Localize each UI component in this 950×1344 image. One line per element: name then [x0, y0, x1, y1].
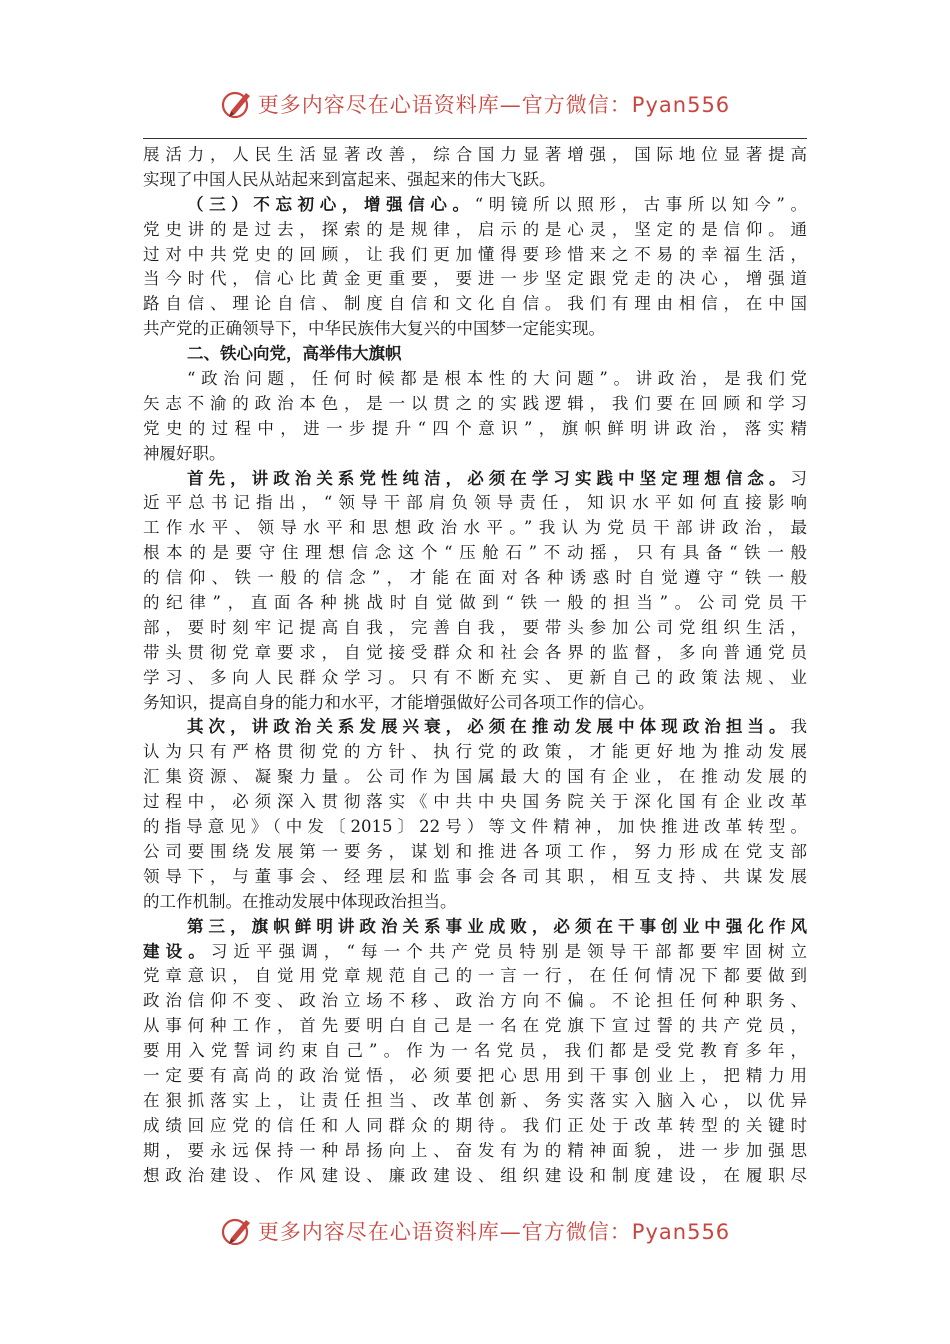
text-line — [143, 1089, 807, 1114]
text-line — [143, 541, 807, 566]
bold-text-run: 第三，旗帜鲜明讲政治关系事业成败，必须在干事创业中强化作风 — [187, 916, 807, 936]
text-run: 部，要时刻牢记提高自我，完善自我，要带头参加公司党组织生活， — [143, 617, 807, 637]
text-line — [143, 964, 807, 989]
text-run: 政治信仰不变、政治立场不移、政治方向不偏。不论担任何种职务、 — [143, 991, 807, 1011]
text-run: 党章意识，自觉用党章规范自己的一言一行，在任何情况下都要做到 — [143, 966, 807, 986]
text-line — [143, 1114, 807, 1139]
text-line — [143, 566, 807, 591]
text-line — [143, 616, 807, 641]
text-run: 在狠抓落实上，让责任担当、改革创新、务实落实入脑入心，以优异 — [143, 1090, 807, 1110]
text-run: “政治问题，任何时候都是根本性的大问题”。讲政治，是我们党 — [187, 369, 807, 389]
text-run: 神履好职。 — [143, 443, 226, 463]
text-run: 路自信、理论自信、制度自信和文化自信。我们有理由相信，在中国 — [143, 294, 807, 314]
text-run: 领导下，与董事会、经理层和监事会各司其职，相互支持、共谋发展 — [143, 866, 807, 886]
text-run: 想政治建设、作风建设、廉政建设、组织建设和制度建设，在履职尽 — [143, 1165, 807, 1185]
footer-banner-text: 更多内容尽在心语资料库—官方微信：Pyan556 — [257, 1220, 731, 1244]
text-run: 的纪律”，直面各种挑战时自觉做到“铁一般的担当”。公司党员干 — [143, 593, 807, 613]
text-line — [143, 417, 807, 442]
text-run: 习 — [790, 468, 807, 488]
text-line — [143, 865, 807, 890]
text-line — [143, 765, 807, 790]
bold-text-run: 二、铁心向党，高举伟大旗帜 — [187, 344, 402, 364]
text-run: 一定要有高尚的政治觉悟，必须要把心思用到干事创业上，把精力用 — [143, 1065, 807, 1085]
text-run: 务知识，提高自身的能力和水平，才能增强做好公司各项工作的信心。 — [143, 692, 655, 712]
text-run: 从事何种工作，首先要明白自己是一名在党旗下宣过誓的共产党员， — [143, 1016, 807, 1036]
text-line — [143, 740, 807, 765]
text-line — [143, 989, 807, 1014]
text-line — [143, 143, 807, 168]
pen-logo-icon — [220, 87, 254, 121]
pen-logo-icon — [220, 1214, 254, 1248]
text-line — [143, 840, 807, 865]
text-line — [143, 168, 807, 193]
text-line — [143, 666, 807, 691]
section-heading — [143, 342, 807, 367]
document-body — [143, 143, 807, 1188]
text-line — [143, 218, 807, 243]
text-run: 期，要永远保持一种昂扬向上、奋发有为的精神面貌，进一步加强思 — [143, 1140, 807, 1160]
text-line — [143, 940, 807, 965]
bold-text-run: （三）不忘初心，增强信心。 — [187, 194, 475, 214]
text-run: 的工作机制。在推动发展中体现政治担当。 — [143, 891, 457, 911]
text-run: 过程中，必须深入贯彻落实《中共中央国务院关于深化国有企业改革 — [143, 792, 807, 812]
text-run: 根本的是要守住理想信念这个“压舱石”不动摇，只有具备“铁一般 — [143, 543, 807, 563]
text-run: 党史讲的是过去，探索的是规律，启示的是心灵，坚定的是信仰。通 — [143, 219, 807, 239]
footer-banner — [0, 1211, 950, 1251]
text-line — [143, 691, 807, 716]
text-run: 的指导意见》（中发〔2015〕22号）等文件精神，加快推进改革转型。 — [143, 817, 807, 837]
text-run: 当今时代，信心比黄金更重要，要进一步坚定跟党走的决心，增强道 — [143, 269, 807, 289]
text-line — [143, 193, 807, 218]
text-line — [143, 516, 807, 541]
bold-text-run: 首先，讲政治关系党性纯洁，必须在学习实践中坚定理想信念。 — [187, 468, 791, 488]
text-run: 公司要围绕发展第一要务，谋划和推进各项工作，努力形成在党支部 — [143, 841, 807, 861]
text-line — [143, 442, 807, 467]
text-run: 矢志不渝的政治本色，是一以贯之的实践逻辑，我们要在回顾和学习 — [143, 393, 807, 413]
text-line — [143, 1039, 807, 1064]
text-line — [143, 915, 807, 940]
header-divider — [143, 138, 807, 139]
text-run: 共产党的正确领导下，中华民族伟大复兴的中国梦一定能实现。 — [143, 319, 605, 339]
text-line — [143, 292, 807, 317]
text-line — [143, 1139, 807, 1164]
bold-text-run: 建设。 — [143, 941, 211, 961]
text-run: 要用入党誓词约束自己”。作为一名党员，我们都是受党教育多年， — [143, 1041, 807, 1061]
text-run: 党史的过程中，进一步提升“四个意识”，旗帜鲜明讲政治，落实精 — [143, 418, 807, 438]
text-run: 认为只有严格贯彻党的方针、执行党的政策，才能更好地为推动发展 — [143, 742, 807, 762]
text-run: 汇集资源、凝聚力量。公司作为国属最大的国有企业，在推动发展的 — [143, 767, 807, 787]
text-run: 学习、多向人民群众学习。只有不断充实、更新自己的政策法规、业 — [143, 667, 807, 687]
text-run: 带头贯彻党章要求，自觉接受群众和社会各界的监督，多向普通党员 — [143, 642, 807, 662]
text-line — [143, 1164, 807, 1189]
text-line — [143, 1064, 807, 1089]
text-run: 我 — [790, 717, 807, 737]
text-line — [143, 367, 807, 392]
text-line — [143, 392, 807, 417]
text-line — [143, 243, 807, 268]
text-line — [143, 491, 807, 516]
header-banner — [0, 84, 950, 124]
text-line — [143, 267, 807, 292]
text-run: 实现了中国人民从站起来到富起来、强起来的伟大飞跃。 — [143, 169, 556, 189]
text-run: 成绩回应党的信任和人同群众的期待。我们正处于改革转型的关键时 — [143, 1115, 807, 1135]
text-line — [143, 1014, 807, 1039]
text-line — [143, 591, 807, 616]
text-run: 习近平强调，“每一个共产党员特别是领导干部都要牢固树立 — [210, 941, 807, 961]
text-line — [143, 641, 807, 666]
text-run: 近平总书记指出，“领导干部肩负领导责任，知识水平如何直接影响 — [143, 493, 807, 513]
text-line — [143, 815, 807, 840]
text-line — [143, 467, 807, 492]
text-line — [143, 790, 807, 815]
text-line — [143, 317, 807, 342]
text-run: “明镜所以照形，古事所以知今”。 — [474, 194, 807, 214]
header-banner-text: 更多内容尽在心语资料库—官方微信：Pyan556 — [257, 93, 731, 117]
text-run: 展活力，人民生活显著改善，综合国力显著增强，国际地位显著提高 — [143, 145, 807, 164]
text-run: 工作水平、领导水平和思想政治水平。”我认为党员干部讲政治，最 — [143, 518, 807, 538]
bold-text-run: 其次，讲政治关系发展兴衰，必须在推动发展中体现政治担当。 — [187, 717, 791, 737]
text-line — [143, 715, 807, 740]
text-run: 的信仰、铁一般的信念”，才能在面对各种诱惑时自觉遵守“铁一般 — [143, 568, 807, 588]
text-run: 过对中共党史的回顾，让我们更加懂得要珍惜来之不易的幸福生活， — [143, 244, 807, 264]
text-line — [143, 890, 807, 915]
